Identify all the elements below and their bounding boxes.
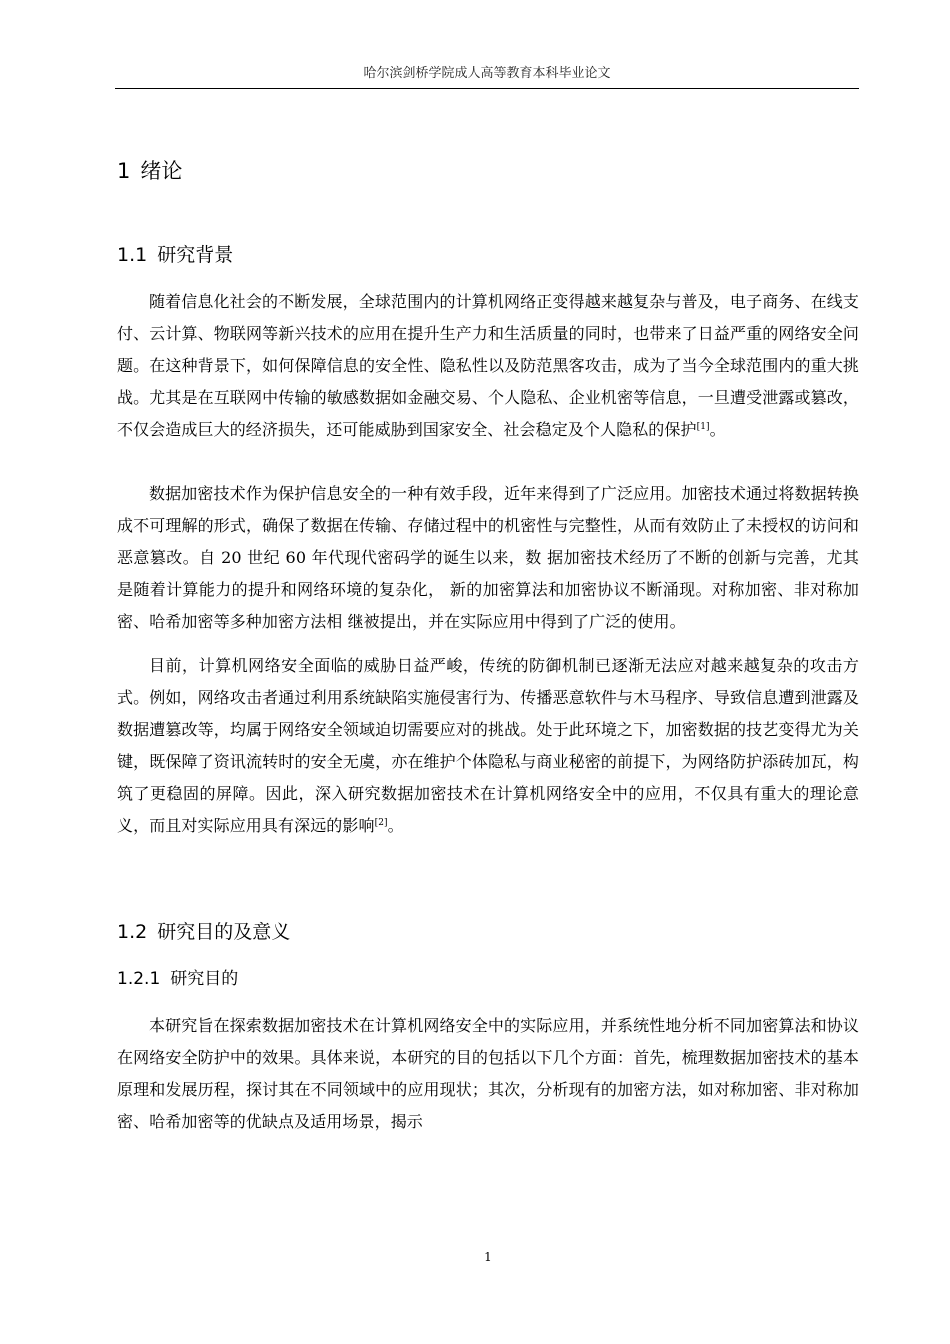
paragraph-text: 目前，计算机网络安全面临的威胁日益严峻，传统的防御机制已逐渐无法应对越来越复杂的攻击方式。例如，网络攻击者通过利用系统缺陷实施侵害行为、传播恶意软件与木马程序、导致信息遭到泄露及数据遭篡改等，均属于网络安全领域迫切需要应对的挑战。处于此环境之下，加密数据的技艺变得尤为关键，既保障了资讯流转时的安全无虞，亦在维护个体隐私与商业秘密的前提下，为网络防护添砖加瓦，构筑了更稳固的屏障。因此，深入研究数据加密技术在计算机网络安全中的应用，不仅具有重大的理论意义，而且对实际应用具有深远的影响 [117, 656, 859, 835]
citation: [2] [374, 818, 388, 828]
section-title: 研究目的及意义 [157, 921, 291, 943]
subsection-heading-1-2-1 [117, 966, 238, 992]
paragraph-text: 本研究旨在探索数据加密技术在计算机网络安全中的实际应用，并系统性地分析不同加密算法和协议在网络安全防护中的效果。具体来说，本研究的目的包括以下几个方面：首先，梳理数据加密技术的基本原理和发展历程，探讨其在不同领域中的应用现状；其次，分析现有的加密方法，如对称加密、非对称加密、哈希加密等的优缺点及适用场景，揭示 [117, 1016, 859, 1131]
paragraph-text: 数据加密技术作为保护信息安全的一种有效手段，近年来得到了广泛应用。加密技术通过将数据转换成不可理解的形式，确保了数据在传输、存储过程中的机密性与完整性，从而有效防止了未授权的访问和恶意篡改。自 20 世纪 60 年代现代密码学的诞生以来，数 据加密技术经历了不断的创新与完善，尤其是随着计算能力的提升和网络环境的复杂化， 新的加密算法和加密协议不断涌现。对称加密、非对称加密、哈希加密等多种加密方法相 继被提出，并在实际应用中得到了广泛的使用。 [117, 484, 859, 631]
section-heading-1-2 [117, 918, 290, 946]
paragraph-end: 。 [709, 420, 726, 439]
citation: [1] [696, 422, 710, 432]
subsection-title: 研究目的 [170, 969, 239, 989]
paragraph [117, 478, 859, 638]
paragraph [117, 1010, 859, 1138]
paragraph-end: 。 [387, 816, 404, 835]
section-number: 1.2 [117, 921, 148, 943]
chapter-title: 绪论 [140, 159, 183, 183]
paragraph-text: 随着信息化社会的不断发展，全球范围内的计算机网络正变得越来越复杂与普及，电子商务、在线支付、云计算、物联网等新兴技术的应用在提升生产力和生活质量的同时，也带来了日益严重的网络安全问题。在这种背景下，如何保障信息的安全性、隐私性以及防范黑客攻击，成为了当今全球范围内的重大挑战。尤其是在互联网中传输的敏感数据如金融交易、个人隐私、企业机密等信息，一旦遭受泄露或篡改，不仅会造成巨大的经济损失，还可能威胁到国家安全、社会稳定及个人隐私的保护 [117, 292, 859, 439]
paragraph [117, 286, 859, 446]
chapter-heading [117, 156, 182, 186]
section-number: 1.1 [117, 244, 148, 266]
section-heading-1-1 [117, 241, 233, 269]
chapter-number: 1 [117, 159, 131, 183]
header-rule [115, 88, 859, 89]
subsection-number: 1.2.1 [117, 969, 161, 989]
page-number: 1 [484, 1250, 492, 1264]
running-header: 哈尔滨剑桥学院成人高等教育本科毕业论文 [363, 66, 611, 81]
paragraph [117, 650, 859, 842]
section-title: 研究背景 [157, 244, 234, 266]
